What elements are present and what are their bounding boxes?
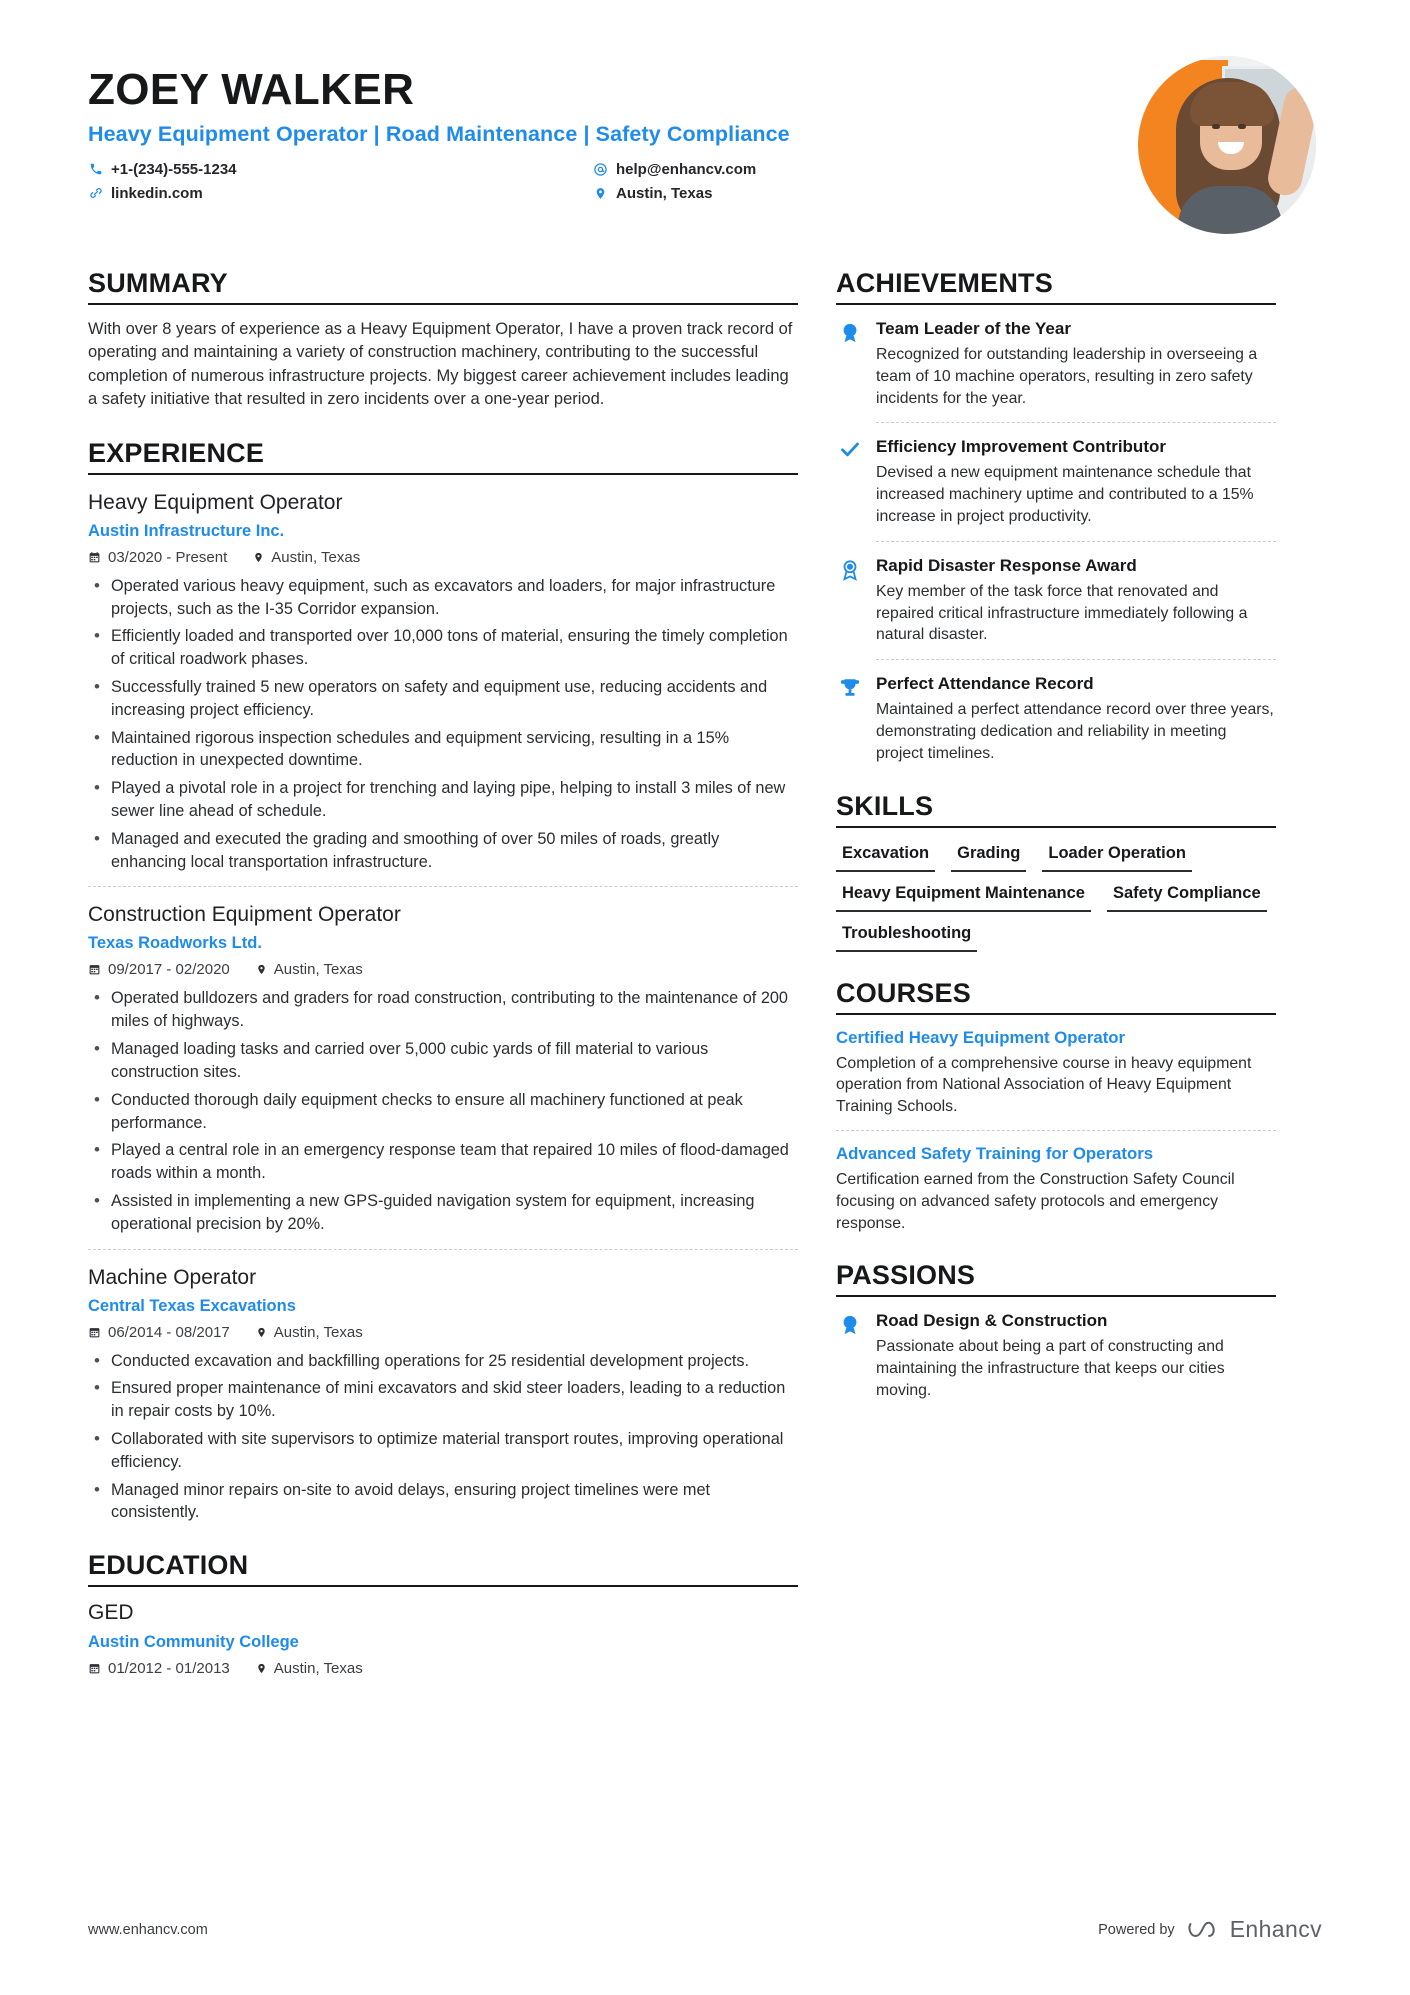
contact-location xyxy=(593,185,790,202)
list-item: • Played a central role in an emergency response team that repaired 10 miles of flood-damaged roads within a month. xyxy=(88,1139,798,1185)
education-dates-text: 01/2012 - 01/2013 xyxy=(108,1660,230,1678)
job-location-text: Austin, Texas xyxy=(273,961,363,979)
job-location-text: Austin, Texas xyxy=(273,1323,363,1341)
job-location xyxy=(256,1324,363,1341)
achievement-item xyxy=(836,437,1276,541)
job-dates-text: 06/2014 - 08/2017 xyxy=(108,1323,230,1341)
footer-powered-by xyxy=(1098,1916,1322,1943)
contact-info xyxy=(88,161,790,202)
check-icon xyxy=(836,437,863,541)
education-item xyxy=(88,1601,798,1677)
page-footer xyxy=(88,1916,1322,1943)
contact-email[interactable] xyxy=(593,161,790,178)
passion-title: Road Design & Construction xyxy=(876,1311,1108,1331)
calendar-icon xyxy=(88,1326,101,1339)
medal-icon xyxy=(836,319,863,423)
skills-list xyxy=(836,844,1276,952)
enhancv-wordmark: Enhancv xyxy=(1229,1916,1322,1942)
divider xyxy=(88,886,798,887)
divider xyxy=(876,541,1276,542)
job-bullets xyxy=(88,987,798,1235)
education-dates xyxy=(88,1660,230,1677)
job-meta xyxy=(88,549,798,566)
powered-by-label: Powered by xyxy=(1098,1921,1175,1938)
achievement-title: Rapid Disaster Response Award xyxy=(876,555,1137,575)
list-item: • Conducted thorough daily equipment checks to ensure all machinery functioned at peak performance. xyxy=(88,1089,798,1135)
section-title-achievements: ACHIEVEMENTS xyxy=(836,268,1276,305)
section-title-experience: EXPERIENCE xyxy=(88,438,798,475)
course-title: Certified Heavy Equipment Operator xyxy=(836,1027,1126,1047)
section-title-courses: COURSES xyxy=(836,978,1276,1015)
location-icon xyxy=(256,1662,267,1675)
job-location xyxy=(256,961,363,978)
list-item: • Managed loading tasks and carried over 5,000 cubic yards of fill material to various construction sites. xyxy=(88,1038,798,1084)
calendar-icon xyxy=(88,1662,101,1675)
skill-tag: Grading xyxy=(951,844,1026,872)
list-item: • Managed minor repairs on-site to avoid delays, ensuring project timelines were met consistently. xyxy=(88,1479,798,1525)
email-icon xyxy=(593,162,608,177)
education-location xyxy=(256,1660,363,1677)
location-icon xyxy=(256,1326,267,1339)
list-item: • Collaborated with site supervisors to optimize material transport routes, improving operational efficiency. xyxy=(88,1428,798,1474)
experience-item xyxy=(88,903,798,1249)
job-location xyxy=(253,549,360,566)
achievement-item xyxy=(836,319,1276,423)
section-education xyxy=(88,1550,798,1677)
achievement-title: Efficiency Improvement Contributor xyxy=(876,437,1166,457)
job-location-text: Austin, Texas xyxy=(271,548,361,566)
list-item: • Conducted excavation and backfilling operations for 25 residential development projects. xyxy=(88,1350,798,1373)
section-achievements xyxy=(836,268,1276,765)
job-title: Machine Operator xyxy=(88,1265,257,1289)
professional-headline: Heavy Equipment Operator | Road Maintenance | Safety Compliance xyxy=(88,121,790,146)
job-bullets xyxy=(88,575,798,874)
summary-text: With over 8 years of experience as a Heavy Equipment Operator, I have a proven track record of operating and maintaining a variety of construction machinery, contributing to the successful completion of numerous infrastructure projects. My biggest career achievement includes leading a safety initiative that resulted in zero incidents over a one-year period. xyxy=(88,320,793,409)
course-title: Advanced Safety Training for Operators xyxy=(836,1143,1154,1163)
list-item: • Played a pivotal role in a project for trenching and laying pipe, helping to install 3 miles of new sewer line ahead of schedule. xyxy=(88,777,798,823)
achievement-item xyxy=(836,556,1276,660)
section-courses xyxy=(836,978,1276,1235)
link-icon xyxy=(88,186,103,200)
job-dates xyxy=(88,549,227,566)
skill-tag: Loader Operation xyxy=(1042,844,1192,872)
course-desc: Certification earned from the Construction Safety Council focusing on advanced safety protocols and emergency response. xyxy=(836,1170,1235,1232)
education-meta xyxy=(88,1660,798,1677)
section-title-education: EDUCATION xyxy=(88,1550,798,1587)
section-title-summary: SUMMARY xyxy=(88,268,798,305)
section-passions xyxy=(836,1260,1276,1401)
header-text-block xyxy=(88,56,790,202)
list-item: • Ensured proper maintenance of mini excavators and skid steer loaders, leading to a reduction in repair costs by 10%. xyxy=(88,1377,798,1423)
contact-email-text: help@enhancv.com xyxy=(616,160,757,178)
job-bullets xyxy=(88,1350,798,1525)
skill-tag: Heavy Equipment Maintenance xyxy=(836,884,1091,912)
job-meta xyxy=(88,1324,798,1341)
medal-icon xyxy=(836,1311,863,1401)
section-summary xyxy=(88,268,798,412)
passion-item xyxy=(836,1311,1276,1401)
contact-linkedin[interactable] xyxy=(88,185,593,202)
section-experience xyxy=(88,438,798,1525)
job-dates-text: 03/2020 - Present xyxy=(108,548,228,566)
achievement-title: Perfect Attendance Record xyxy=(876,674,1094,694)
achievement-desc: Key member of the task force that renovated and repaired critical infrastructure immediately following a natural disaster. xyxy=(876,582,1248,644)
list-item: • Assisted in implementing a new GPS-guided navigation system for equipment, increasing operational precision by 20%. xyxy=(88,1190,798,1236)
section-skills xyxy=(836,791,1276,952)
footer-website[interactable]: www.enhancv.com xyxy=(88,1921,208,1938)
achievement-title: Team Leader of the Year xyxy=(876,319,1071,338)
skill-tag: Safety Compliance xyxy=(1107,884,1267,912)
divider xyxy=(876,659,1276,660)
course-item xyxy=(836,1028,1276,1131)
course-item xyxy=(836,1144,1276,1234)
experience-item xyxy=(88,491,798,888)
course-desc: Completion of a comprehensive course in heavy equipment operation from National Association of Heavy Equipment Training Schools. xyxy=(836,1054,1252,1116)
education-location-text: Austin, Texas xyxy=(273,1660,363,1678)
skill-tag: Troubleshooting xyxy=(836,924,977,952)
job-title: Heavy Equipment Operator xyxy=(88,490,343,514)
list-item: • Operated bulldozers and graders for road construction, contributing to the maintenance of 200 miles of highways. xyxy=(88,987,798,1033)
section-title-passions: PASSIONS xyxy=(836,1260,1276,1297)
job-title: Construction Equipment Operator xyxy=(88,903,401,927)
job-dates-text: 09/2017 - 02/2020 xyxy=(108,961,230,979)
section-title-skills: SKILLS xyxy=(836,791,1276,828)
list-item: • Maintained rigorous inspection schedules and equipment servicing, resulting in a 15% reduction in unexpected downtime. xyxy=(88,727,798,773)
award-badge-icon xyxy=(836,556,863,660)
job-company: Austin Infrastructure Inc. xyxy=(88,521,285,540)
list-item: • Operated various heavy equipment, such as excavators and loaders, for major infrastructure projects, such as the I-35 Corridor expansion. xyxy=(88,575,798,621)
list-item: • Efficiently loaded and transported over 10,000 tons of material, ensuring the timely completion of critical roadwork phases. xyxy=(88,625,798,671)
list-item: • Managed and executed the grading and smoothing of over 50 miles of roads, greatly enhancing local transportation infrastructure. xyxy=(88,828,798,874)
right-column xyxy=(836,268,1276,1677)
job-dates xyxy=(88,1324,230,1341)
achievement-desc: Devised a new equipment maintenance schedule that increased machinery uptime and contributed to a 15% increase in project productivity. xyxy=(876,464,1254,525)
education-school: Austin Community College xyxy=(88,1633,299,1652)
avatar-hair-front xyxy=(1190,82,1274,126)
list-item: • Successfully trained 5 new operators on safety and equipment use, reducing accidents and increasing project efficiency. xyxy=(88,676,798,722)
avatar xyxy=(1138,56,1316,234)
education-degree: GED xyxy=(88,1601,134,1625)
achievement-item xyxy=(836,674,1276,764)
contact-phone[interactable] xyxy=(88,161,593,178)
job-meta xyxy=(88,961,798,978)
passion-desc: Passionate about being a part of constructing and maintaining the infrastructure that keeps our cities moving. xyxy=(876,1338,1225,1399)
location-icon xyxy=(256,963,267,976)
contact-phone-text: +1-(234)-555-1234 xyxy=(111,160,237,178)
skill-tag: Excavation xyxy=(836,844,935,872)
resume-header xyxy=(88,56,1322,234)
divider xyxy=(876,422,1276,423)
contact-location-text: Austin, Texas xyxy=(616,184,713,202)
resume-body xyxy=(88,268,1322,1677)
contact-linkedin-text: linkedin.com xyxy=(111,184,203,202)
job-company: Central Texas Excavations xyxy=(88,1296,296,1315)
experience-item xyxy=(88,1266,798,1525)
enhancv-mark-icon xyxy=(1187,1919,1221,1941)
left-column xyxy=(88,268,798,1677)
avatar-eye-right xyxy=(1238,124,1246,129)
trophy-icon xyxy=(836,674,863,764)
calendar-icon xyxy=(88,551,101,564)
enhancv-logo xyxy=(1187,1916,1322,1943)
achievement-desc: Recognized for outstanding leadership in overseeing a team of 10 machine operators, resulting in zero safety incidents for the year. xyxy=(876,346,1258,407)
job-company: Texas Roadworks Ltd. xyxy=(88,934,262,953)
location-icon xyxy=(253,551,264,564)
phone-icon xyxy=(88,162,103,176)
divider xyxy=(88,1249,798,1250)
page-title: ZOEY WALKER xyxy=(88,65,415,114)
divider xyxy=(836,1130,1276,1131)
job-dates xyxy=(88,961,230,978)
achievement-desc: Maintained a perfect attendance record over three years, demonstrating dedication and reliability in meeting project timelines. xyxy=(876,701,1274,762)
location-icon xyxy=(593,186,608,201)
avatar-eye-left xyxy=(1212,124,1220,129)
calendar-icon xyxy=(88,963,101,976)
